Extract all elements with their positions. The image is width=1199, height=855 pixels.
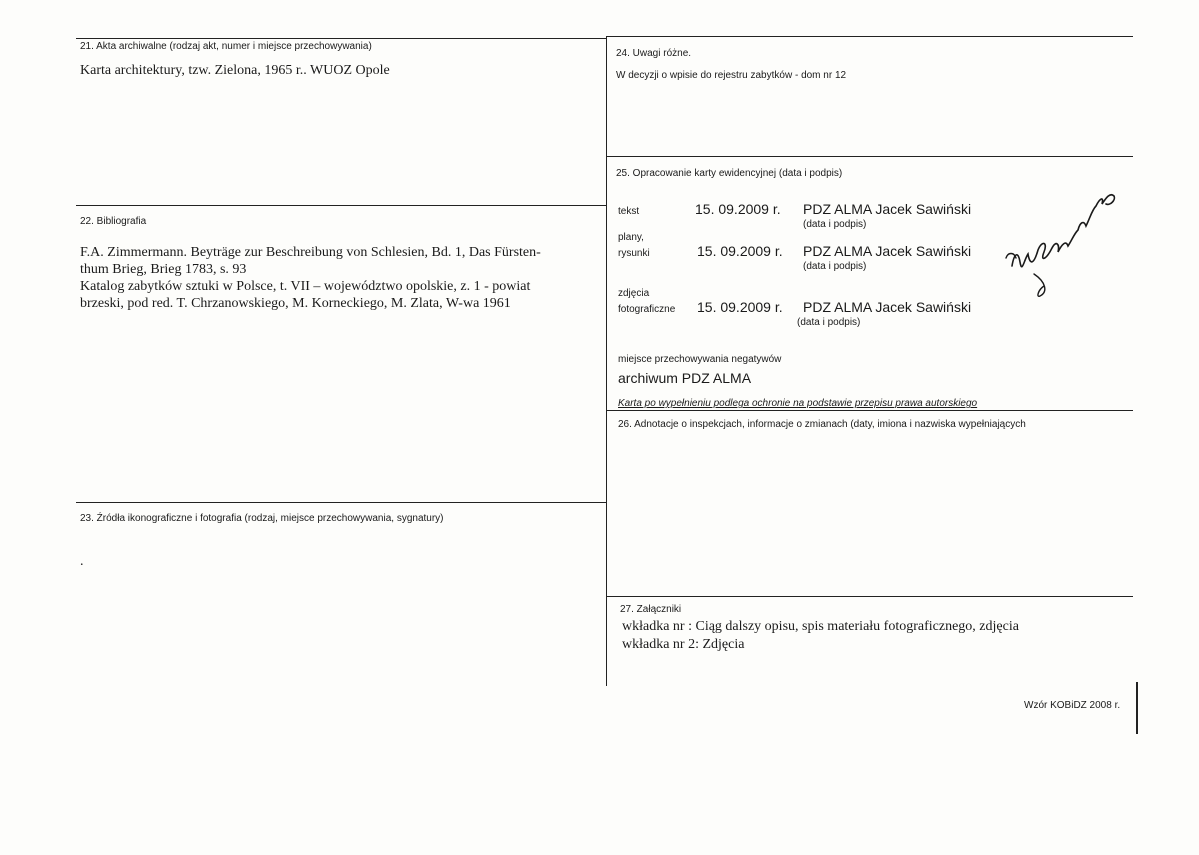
tekst-label: tekst [618,206,640,217]
negatives-value: archiwum PDZ ALMA [618,370,752,386]
section-24-text: W decyzji o wpisie do rejestru zabytków - dom nr 12 [616,70,847,81]
rule-25-26 [606,410,1133,411]
footer-bar [1136,682,1138,734]
bibliography-line: F.A. Zimmermann. Beyträge zur Beschreibung von Schlesien, Bd. 1, Das Fürsten- [80,245,541,260]
copyright-note: Karta po wypełnieniu podlega ochronie na podstawie przepisu prawa autorskiego [618,398,978,409]
form-template-label: Wzór KOBiDZ 2008 r. [1024,700,1121,711]
zdjecia-label: zdjęcia [618,288,650,299]
bibliography-line: thum Brieg, Brieg 1783, s. 93 [80,262,247,277]
section-21-label: 21. Akta archiwalne (rodzaj akt, numer i miejsce przechowywania) [80,41,372,52]
rysunki-date: 15. 09.2009 r. [697,243,783,259]
rule-24-25 [606,156,1133,157]
zdjecia-date: 15. 09.2009 r. [697,299,783,315]
section-25-label: 25. Opracowanie karty ewidencyjnej (data i podpis) [616,168,843,179]
rysunki-label: rysunki [618,248,650,259]
top-right-rule [606,36,1133,37]
rysunki-author: PDZ ALMA Jacek Sawiński [803,243,972,259]
tekst-author: PDZ ALMA Jacek Sawiński [803,201,972,217]
rysunki-sub: (data i podpis) [803,261,867,272]
zdjecia-sub: (data i podpis) [797,317,861,328]
top-left-rule [76,38,606,39]
section-26-label: 26. Adnotacje o inspekcjach, informacje o zmianach (daty, imiona i nazwiska wypełniających [618,419,1026,430]
negatives-label: miejsce przechowywania negatywów [618,354,782,365]
section-23-text: . [80,554,84,569]
rule-22-23 [76,502,606,503]
bibliography-line: brzeski, pod red. T. Chrzanowskiego, M. Korneckiego, M. Zlata, W-wa 1961 [80,296,511,311]
zdjecia-author: PDZ ALMA Jacek Sawiński [803,299,972,315]
signature-icon [1000,170,1130,310]
bibliography-line: Katalog zabytków sztuki w Polsce, t. VII – województwo opolskie, z. 1 - powiat [80,279,531,294]
rule-21-22 [76,205,606,206]
plany-label: plany, [618,232,644,243]
rule-26-27 [606,596,1133,597]
center-divider [606,36,607,686]
tekst-date: 15. 09.2009 r. [695,201,781,217]
tekst-sub: (data i podpis) [803,219,867,230]
section-27-label: 27. Załączniki [620,604,682,615]
section-23-label: 23. Źródła ikonograficzne i fotografia (rodzaj, miejsce przechowywania, sygnatury) [80,513,444,524]
attachment-line: wkładka nr : Ciąg dalszy opisu, spis materiału fotograficznego, zdjęcia [622,619,1019,634]
section-21-text: Karta architektury, tzw. Zielona, 1965 r.. WUOZ Opole [80,63,390,78]
section-22-label: 22. Bibliografia [80,216,147,227]
section-24-label: 24. Uwagi różne. [616,48,692,59]
fotograficzne-label: fotograficzne [618,304,676,315]
attachment-line: wkładka nr 2: Zdjęcia [622,637,745,652]
